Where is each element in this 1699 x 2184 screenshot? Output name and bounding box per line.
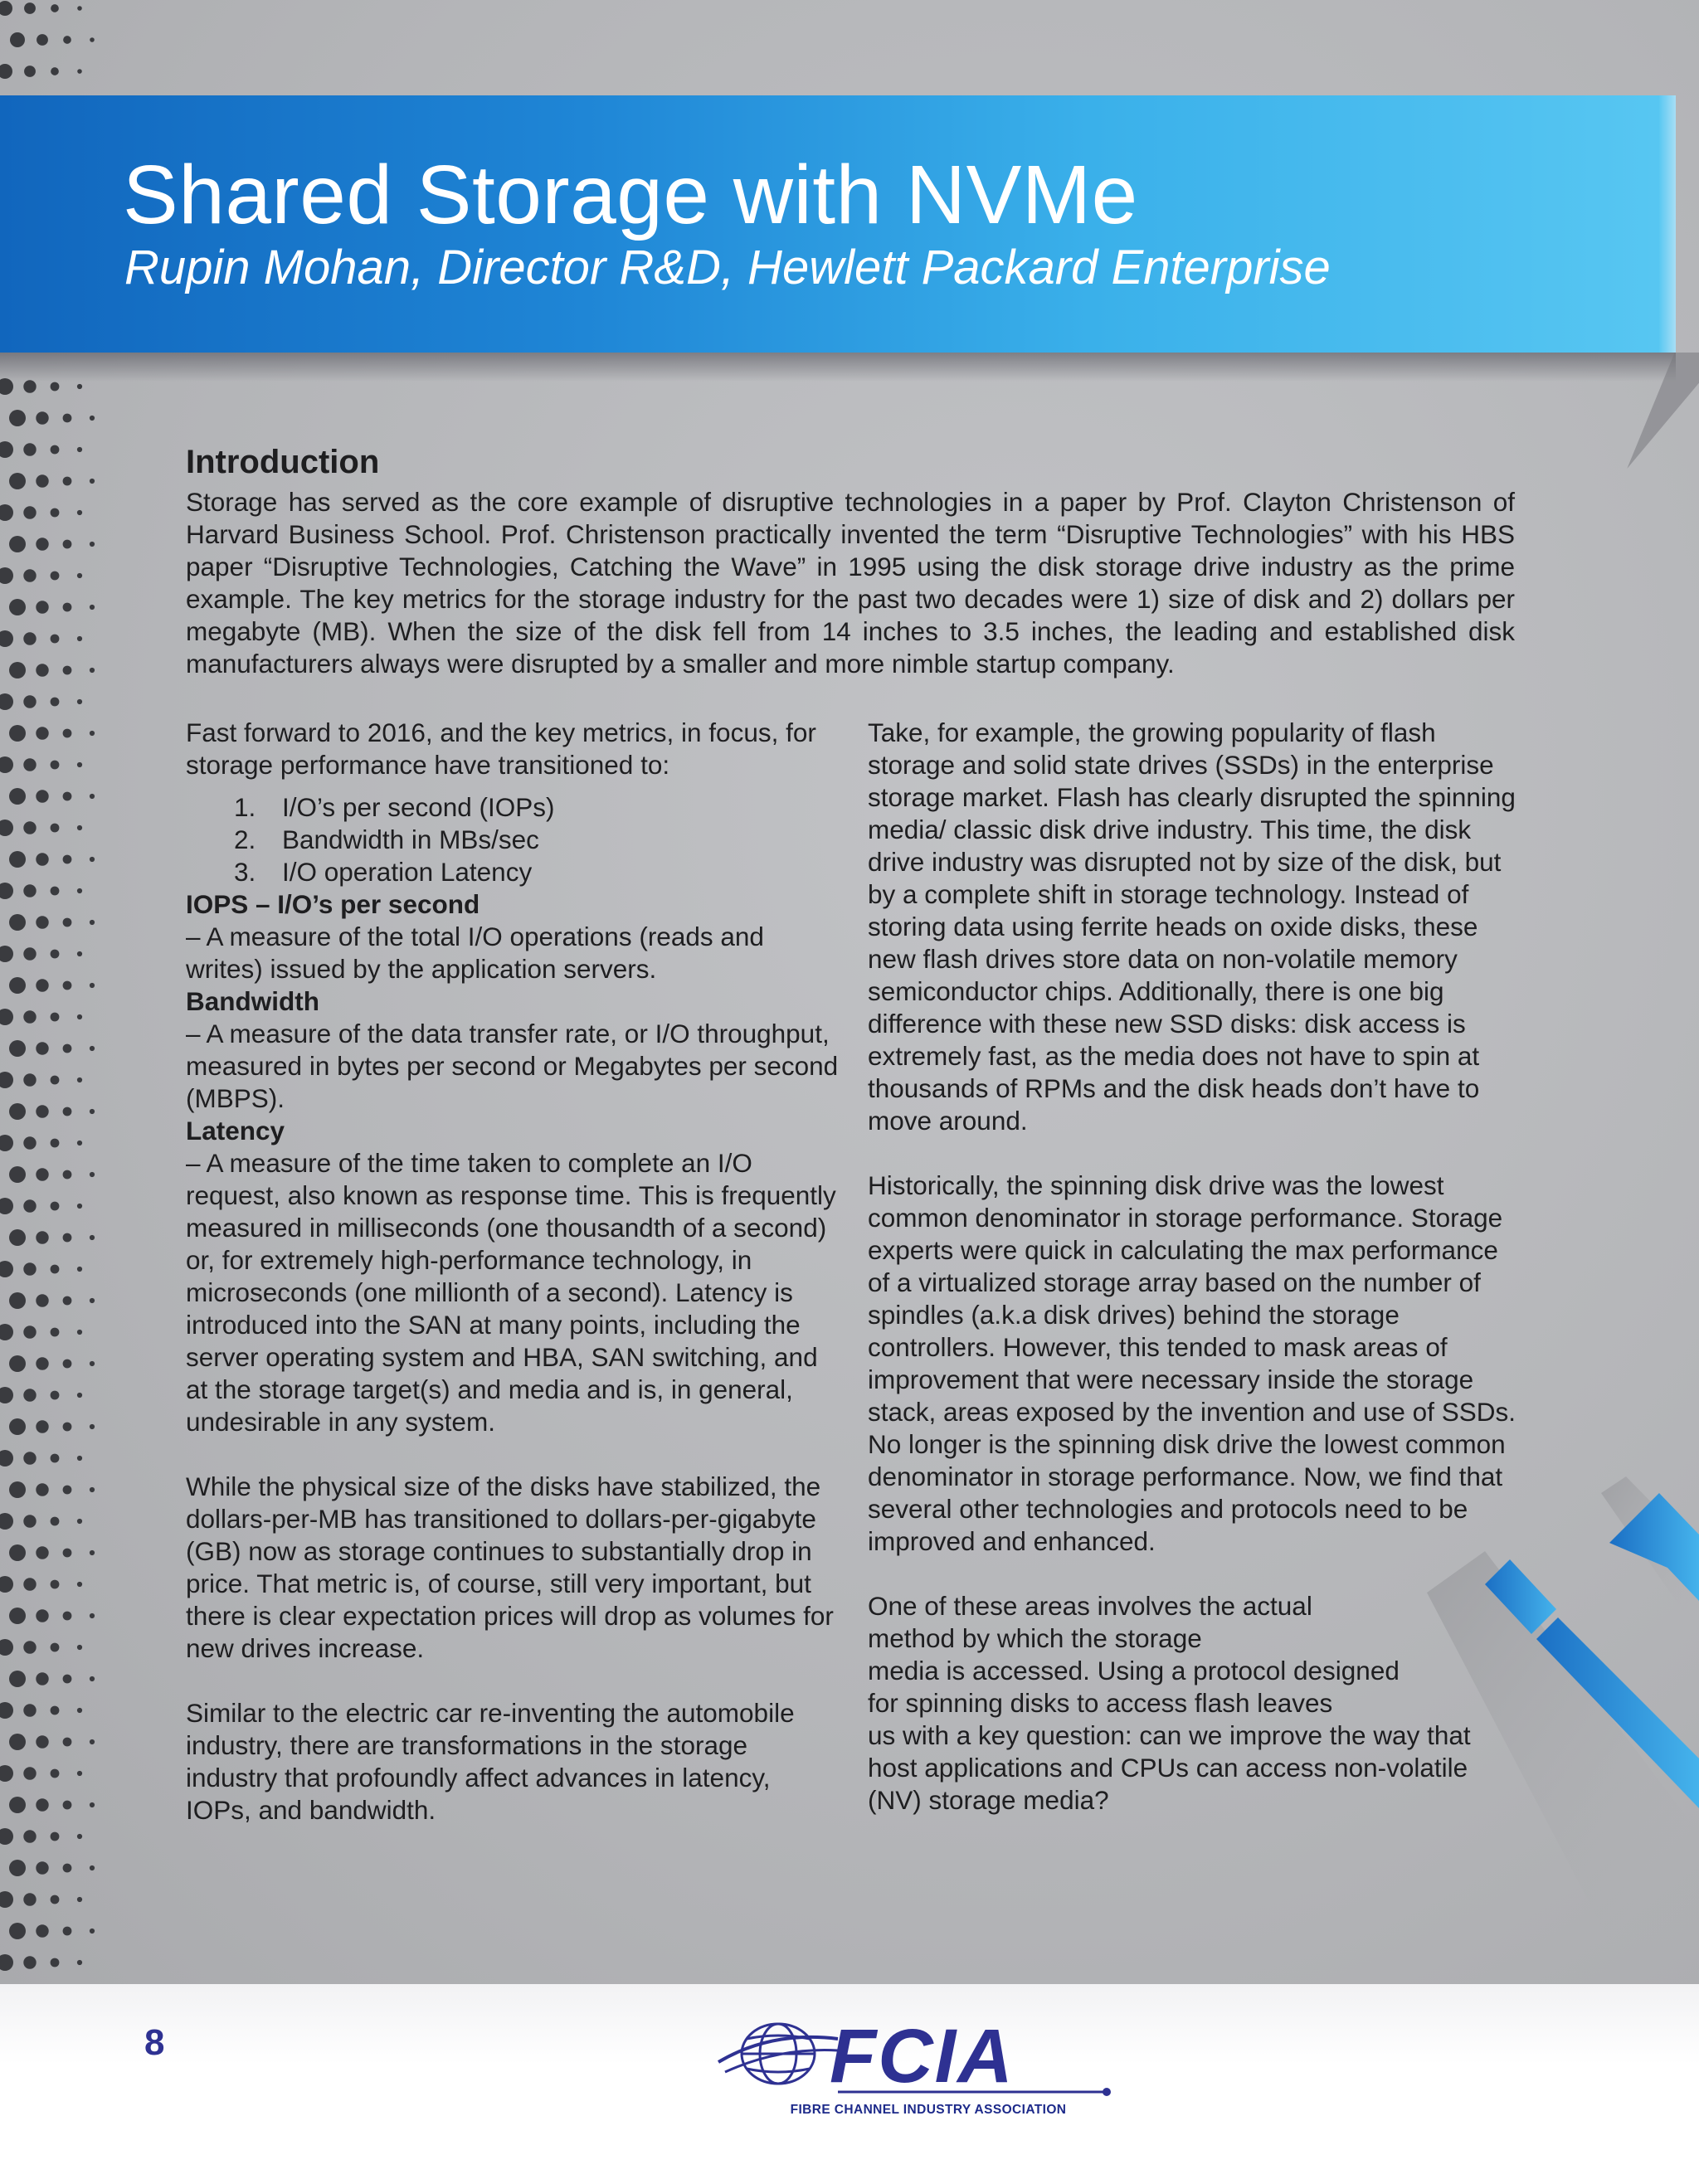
halftone-dot [51, 824, 60, 833]
halftone-dot [63, 603, 72, 612]
halftone-dot [63, 1486, 72, 1495]
halftone-dot [63, 855, 72, 864]
halftone-dot [63, 1738, 72, 1747]
halftone-dot [23, 506, 36, 518]
halftone-dot [63, 414, 72, 423]
halftone-dot [0, 1324, 13, 1340]
metrics-list-item [186, 791, 841, 824]
list-text: I/O operation Latency [282, 857, 533, 887]
halftone-dot [63, 1927, 72, 1936]
halftone-dot [0, 1576, 13, 1593]
halftone-dot [90, 668, 95, 673]
halftone-dot [9, 977, 26, 994]
list-text: I/O’s per second (IOPs) [282, 792, 555, 822]
halftone-dot [51, 445, 60, 455]
halftone-dot [77, 6, 82, 11]
halftone-dot [51, 1202, 60, 1211]
flash-paragraph: Take, for example, the growing popularity of flash storage and solid state drives (SSDs) in the enterprise storage market. Flash has clearly disrupted the spinning media/ classic disk drive industry. This time, the disk drive industry was disrupted not by size of the disk, but by a complete shift in storage technology. Instead of storing data using ferrite heads on oxide disks, these new flash drives store data on non-volatile memory semiconductor chips. Additionally, there is one big difference with these new SSD disks: disk access is extremely fast, as the media does not have to spin at thousands of RPMs and the disk heads don’t have to move around. [868, 717, 1516, 1136]
halftone-dot [90, 1235, 95, 1240]
halftone-dot [90, 1739, 95, 1744]
introduction-body: Storage has served as the core example of disruptive technologies in a paper by Prof. Clayton Christenson of Harvard Business School. Prof. Christenson practically invented the term “Disruptive Technologies” with his HBS paper “Disruptive Technologies, Catching the Wave” in 1995 using the disk storage drive industry as the prime example. The key metrics for the storage industry for the past two decades were 1) size of disk and 2) dollars per megabyte (MB). When the size of the disk fell from 14 inches to 3.5 inches, the leading and established disk manufacturers always were disrupted by a smaller and more nimble startup company. [186, 487, 1515, 679]
halftone-dot [36, 1420, 48, 1432]
halftone-dot [51, 1013, 60, 1022]
halftone-dot [77, 1393, 82, 1398]
halftone-dot [23, 443, 36, 455]
halftone-dot [90, 983, 95, 988]
halftone-dot [23, 1578, 36, 1590]
halftone-dot [37, 34, 48, 46]
halftone-dot [23, 1262, 36, 1275]
halftone-dot [0, 1198, 13, 1214]
halftone-dot [63, 729, 72, 738]
halftone-dot [63, 1801, 72, 1810]
halftone-dot [77, 636, 82, 641]
halftone-dot [90, 1172, 95, 1177]
halftone-dot [36, 1483, 48, 1496]
halftone-dot [90, 1865, 95, 1870]
left-column [186, 717, 841, 1826]
halftone-dot [90, 1487, 95, 1492]
halftone-dot [36, 1798, 48, 1811]
introduction-heading: Introduction [186, 444, 380, 480]
halftone-dot [23, 1199, 36, 1212]
halftone-dot [77, 825, 82, 830]
halftone-dot [0, 504, 13, 521]
halftone-dot [63, 540, 72, 549]
halftone-dot [51, 950, 60, 959]
halftone-dot [51, 1328, 60, 1337]
halftone-dot [77, 1330, 82, 1335]
halftone-dot [9, 1418, 26, 1435]
halftone-dot [9, 914, 26, 931]
halftone-dot [63, 1170, 72, 1180]
cost-paragraph: While the physical size of the disks have stabilized, the dollars-per-MB has transitioned to dollars-per-gigabyte (GB) now as storage continues to substantially drop in price. That metric is, of course, still very important, but there is clear expectation prices will drop as volumes for new drives increase. [186, 1471, 834, 1663]
halftone-dot [51, 572, 60, 581]
halftone-dot [23, 1830, 36, 1842]
banner-shadow [0, 348, 1676, 382]
halftone-dot [0, 1009, 13, 1025]
question-line: for spinning disks to access flash leaves [868, 1688, 1333, 1718]
halftone-dot [63, 1107, 72, 1116]
halftone-dot [90, 794, 95, 799]
question-line: method by which the storage [868, 1623, 1202, 1653]
halftone-dot [51, 1769, 60, 1778]
metrics-lead-paragraph: Fast forward to 2016, and the key metrics, in focus, for storage performance have transitioned to: [186, 717, 816, 780]
halftone-dot [63, 1296, 72, 1306]
halftone-dot [9, 1229, 26, 1246]
halftone-dot [77, 888, 82, 893]
halftone-dot [51, 635, 60, 644]
halftone-dot [36, 601, 48, 613]
halftone-dot [9, 1860, 26, 1876]
halftone-dot [90, 1802, 95, 1807]
halftone-dot [51, 1895, 60, 1904]
halftone-dot [36, 1042, 48, 1054]
halftone-dot [23, 1515, 36, 1527]
halftone-dot [36, 1735, 48, 1748]
halftone-dot [77, 951, 82, 956]
halftone-dot [36, 979, 48, 991]
halftone-dot [36, 1924, 48, 1937]
halftone-dot [0, 64, 12, 79]
halftone-dot [23, 1073, 36, 1086]
halftone-dot [63, 666, 72, 675]
halftone-dot [90, 542, 95, 547]
halftone-dot [9, 1040, 26, 1057]
halftone-dot [23, 632, 36, 644]
halftone-dot [23, 947, 36, 960]
halftone-dot [36, 853, 48, 865]
halftone-dot [77, 69, 82, 74]
list-number: 3. [234, 857, 256, 887]
question-line: One of these areas involves the actual [868, 1591, 1312, 1621]
bandwidth-definition: – A measure of the data transfer rate, or I/O throughput, measured in bytes per second or Megabytes per second (MBPS). [186, 1019, 839, 1113]
halftone-dot [23, 1389, 36, 1401]
halftone-dot [51, 508, 60, 518]
halftone-dot [90, 416, 95, 421]
halftone-dot [0, 1891, 13, 1908]
halftone-dot [90, 1361, 95, 1366]
halftone-dot [0, 441, 13, 458]
halftone-dot [63, 1864, 72, 1873]
bandwidth-term: Bandwidth [186, 986, 319, 1016]
halftone-dot [9, 725, 26, 742]
halftone-dot [51, 1076, 60, 1085]
halftone-dot [23, 1704, 36, 1716]
article-byline: Rupin Mohan, Director R&D, Hewlett Packard Enterprise [124, 241, 1331, 294]
halftone-dot [23, 1767, 36, 1779]
question-line: (NV) storage media? [868, 1785, 1109, 1815]
halftone-dot [0, 1702, 13, 1719]
halftone-dot [63, 918, 72, 927]
halftone-dot [23, 758, 36, 771]
halftone-dot [51, 1832, 60, 1841]
halftone-dot [23, 1641, 36, 1653]
latency-term: Latency [186, 1116, 285, 1146]
halftone-dot [77, 699, 82, 704]
halftone-dot [9, 1481, 26, 1498]
halftone-dot [51, 1391, 60, 1400]
halftone-dot [10, 32, 25, 47]
halftone-dot [90, 1929, 95, 1933]
halftone-dot [36, 1294, 48, 1306]
halftone-dot [24, 2, 36, 14]
halftone-dot [23, 695, 36, 708]
halftone-dot [90, 479, 95, 484]
halftone-dot [0, 1387, 13, 1403]
halftone-dot [77, 1014, 82, 1019]
halftone-dot [9, 410, 26, 426]
halftone-dot [9, 599, 26, 615]
halftone-dot [63, 1044, 72, 1053]
halftone-dot [90, 920, 95, 925]
halftone-dot [51, 698, 60, 707]
halftone-dot [0, 567, 13, 584]
globe-icon [718, 2024, 838, 2084]
halftone-dot [23, 884, 36, 897]
halftone-dot [90, 1298, 95, 1303]
halftone-dot [77, 573, 82, 578]
halftone-dot [9, 1797, 26, 1813]
halftone-dot [77, 1267, 82, 1272]
halftone-dot [36, 1546, 48, 1559]
halftone-dot [51, 4, 59, 12]
halftone-dot [9, 1355, 26, 1372]
halftone-dot [63, 36, 71, 44]
halftone-dot [9, 788, 26, 805]
halftone-dot [9, 536, 26, 552]
halftone-dot [90, 1676, 95, 1681]
halftone-dot [0, 1513, 13, 1530]
halftone-dot [9, 473, 26, 489]
electric-car-paragraph: Similar to the electric car re-inventing the automobile industry, there are transformations in the storage industry that profoundly affect advances in latency, IOPs, and bandwidth. [186, 1698, 795, 1825]
halftone-dot [9, 851, 26, 868]
halftone-dot [9, 1734, 26, 1750]
halftone-dot [0, 693, 13, 710]
halftone-dot [23, 1136, 36, 1149]
halftone-dot [77, 762, 82, 767]
halftone-dot [77, 1771, 82, 1776]
halftone-dot [23, 821, 36, 834]
halftone-dot [63, 1612, 72, 1621]
halftone-dot [9, 1166, 26, 1183]
halftone-dot [77, 1519, 82, 1524]
halftone-dot [0, 883, 13, 899]
halftone-dot [9, 1608, 26, 1624]
halftone-dot [51, 1580, 60, 1589]
halftone-dot [36, 1609, 48, 1622]
halftone-dot [23, 1452, 36, 1464]
halftone-dot [90, 1424, 95, 1429]
halftone-dot [9, 1923, 26, 1939]
list-text: Bandwidth in MBs/sec [282, 824, 539, 854]
halftone-dot [0, 1639, 13, 1656]
halftone-dot [63, 1360, 72, 1369]
halftone-dot [9, 1671, 26, 1687]
halftone-dot [77, 1960, 82, 1965]
halftone-dot [77, 1708, 82, 1713]
halftone-dot [0, 946, 13, 962]
halftone-dot [90, 731, 95, 736]
article-title: Shared Storage with NVMe [123, 148, 1138, 241]
halftone-dot [51, 761, 60, 770]
halftone-dot [63, 1675, 72, 1684]
halftone-dot [36, 1672, 48, 1685]
introduction-section [186, 438, 1515, 680]
halftone-dot [51, 1517, 60, 1526]
halftone-dot [36, 727, 48, 739]
halftone-dot [77, 1897, 82, 1902]
halftone-dot [77, 1204, 82, 1209]
halftone-dot [0, 1450, 13, 1467]
halftone-dot [36, 664, 48, 676]
halftone-dot [63, 1549, 72, 1558]
halftone-dot [51, 382, 60, 392]
halftone-dot [51, 1454, 60, 1463]
halftone-dot [23, 569, 36, 581]
halftone-dot [77, 1456, 82, 1461]
halftone-dot [0, 820, 13, 836]
halftone-dot [63, 477, 72, 486]
question-line: us with a key question: can we improve the way that [868, 1720, 1471, 1750]
halftone-dot [77, 1582, 82, 1587]
halftone-dot [90, 857, 95, 862]
halftone-dot [77, 510, 82, 515]
halftone-dot [9, 662, 26, 679]
halftone-dot [90, 605, 95, 610]
halftone-dot [0, 1765, 13, 1782]
halftone-dot [77, 1645, 82, 1650]
blue-stripes-decoration [1361, 1476, 1699, 1941]
list-number: 1. [234, 792, 256, 822]
halftone-dot [90, 1613, 95, 1618]
metrics-list [186, 791, 841, 888]
halftone-dot [36, 1231, 48, 1243]
halftone-dot [63, 792, 72, 801]
question-line: media is accessed. Using a protocol designed [868, 1656, 1400, 1685]
banner-edge [1659, 95, 1676, 353]
halftone-dot [77, 1077, 82, 1082]
halftone-dot [9, 1544, 26, 1561]
page-number: 8 [144, 2022, 165, 2063]
question-line: host applications and CPUs can access non-volatile [868, 1753, 1468, 1783]
halftone-dot [23, 1956, 36, 1968]
halftone-dot [23, 1893, 36, 1905]
halftone-dot [9, 1292, 26, 1309]
halftone-dot [36, 790, 48, 802]
halftone-dot [63, 981, 72, 990]
halftone-dot [90, 1550, 95, 1555]
halftone-dot [77, 1141, 82, 1146]
halftone-dot [0, 1828, 13, 1845]
fcia-tagline: FIBRE CHANNEL INDUSTRY ASSOCIATION [790, 2103, 1067, 2117]
fcia-logo-text: FCIA [830, 2014, 1015, 2099]
halftone-dot [36, 537, 48, 550]
halftone-dot [23, 380, 36, 392]
halftone-dot [51, 1643, 60, 1652]
metrics-list-item [186, 856, 841, 888]
halftone-dot [63, 1423, 72, 1432]
halftone-dot [36, 916, 48, 928]
halftone-dot [0, 1, 12, 16]
halftone-dot [77, 447, 82, 452]
halftone-dot [63, 1233, 72, 1243]
halftone-dot [0, 756, 13, 773]
halftone-dot [0, 1072, 13, 1088]
halftone-dot [51, 1706, 60, 1715]
halftone-dot [36, 1357, 48, 1369]
halftone-dot [0, 1954, 13, 1971]
halftone-dot [36, 1105, 48, 1117]
iops-term: IOPS – I/O’s per second [186, 889, 480, 919]
halftone-dot [9, 1103, 26, 1120]
halftone-dot [77, 384, 82, 389]
fcia-logo [713, 2014, 1128, 2105]
halftone-dot [0, 630, 13, 647]
halftone-dot [90, 1046, 95, 1051]
halftone-dot [0, 1261, 13, 1277]
halftone-dot [23, 1010, 36, 1023]
halftone-dot [90, 1109, 95, 1114]
history-paragraph: Historically, the spinning disk drive was the lowest common denominator in storage performance. Storage experts were quick in calculating the max performance of a virtualized storage array based on the number of spindles (a.k.a disk drives) behind the storage controllers. However, this tended to mask areas of improvement that were necessary inside the storage stack, areas exposed by the invention and use of SSDs. No longer is the spinning disk drive the lowest common denominator in storage performance. Now, we find that several other technologies and protocols need to be improved and enhanced. [868, 1170, 1516, 1556]
halftone-dot [51, 1958, 60, 1968]
metrics-list-item [186, 824, 841, 856]
halftone-dot [24, 66, 36, 77]
halftone-dot [36, 1168, 48, 1180]
halftone-dot [77, 1834, 82, 1839]
halftone-dot [51, 1265, 60, 1274]
halftone-dot [23, 1325, 36, 1338]
halftone-dot [51, 1139, 60, 1148]
halftone-dot [51, 67, 59, 75]
halftone-dot [36, 1861, 48, 1874]
iops-definition: – A measure of the total I/O operations (reads and writes) issued by the application servers. [186, 922, 764, 984]
halftone-dot [90, 37, 95, 42]
halftone-dot [0, 1135, 13, 1151]
halftone-dot [51, 887, 60, 896]
halftone-dot [36, 474, 48, 487]
latency-definition: – A measure of the time taken to complete an I/O request, also known as response time. This is frequently measured in milliseconds (one thousandth of a second) or, for extremely high-performance technology, in microseconds (one millionth of a second). Latency is introduced into the SAN at many points, including the server operating system and HBA, SAN switching, and at the storage target(s) and media and is, in general, undesirable in any system. [186, 1148, 836, 1437]
halftone-dot [36, 411, 48, 424]
list-number: 2. [234, 824, 256, 854]
